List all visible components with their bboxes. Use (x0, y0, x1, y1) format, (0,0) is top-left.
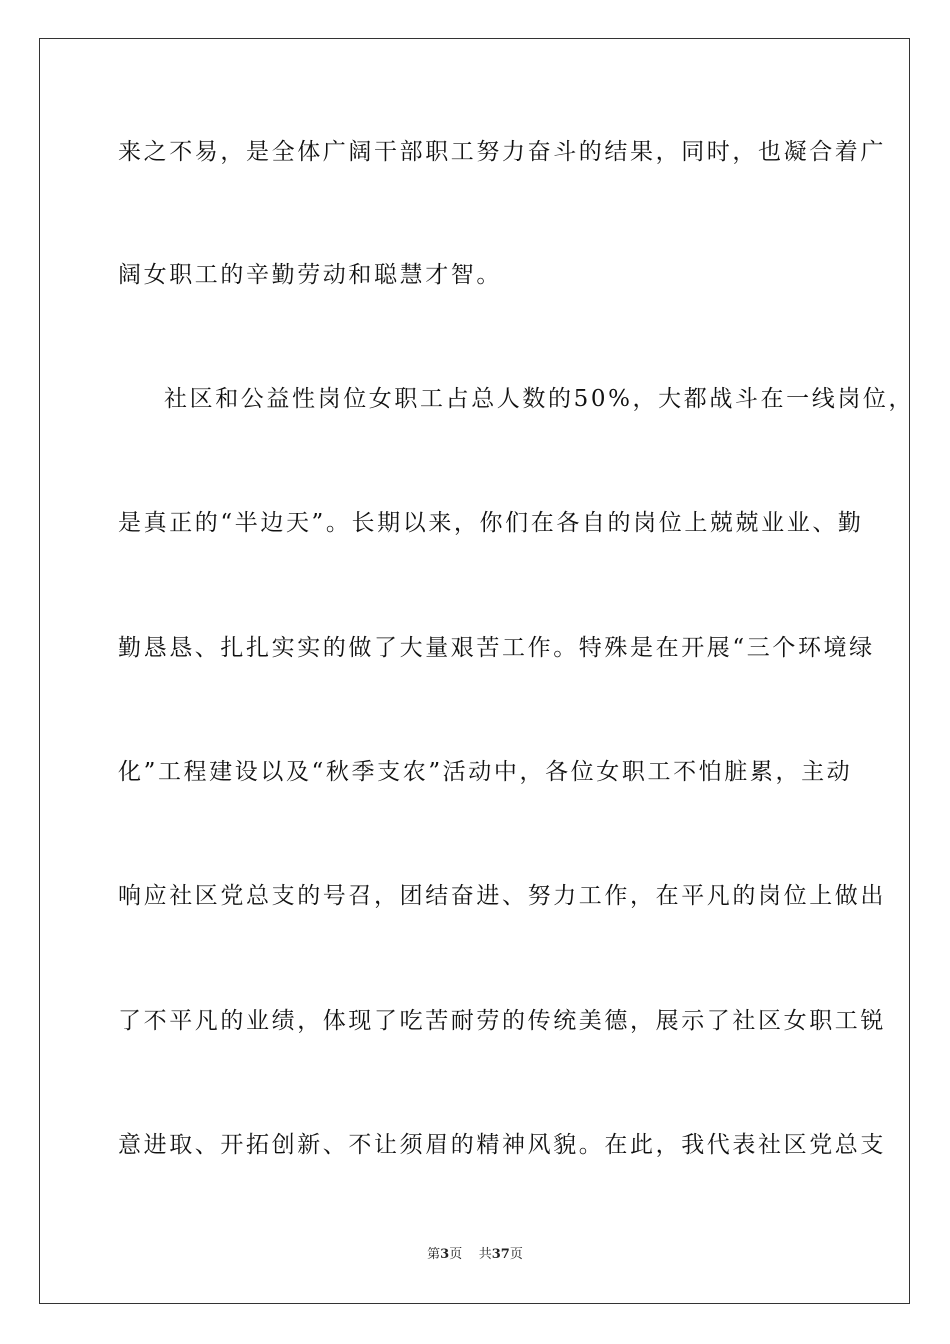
text-line-3: 社区和公益性岗位女职工占总人数的50%，大都战斗在一线岗位， (164, 386, 915, 412)
page-prefix: 第 (427, 1247, 441, 1262)
page-frame (39, 38, 915, 1304)
page-number: 3 (440, 1247, 450, 1262)
text-line-8: 了不平凡的业绩，体现了吃苦耐劳的传统美德，展示了社区女职工锐 (118, 1008, 886, 1034)
text-line-4: 是真正的“半边天”。长期以来，你们在各自的岗位上兢兢业业、勤 (118, 510, 864, 536)
text-line-6: 化”工程建设以及“秋季支农”活动中，各位女职工不怕脏累，主动 (118, 759, 853, 785)
total-pages: 37 (491, 1247, 510, 1262)
page-suffix: 页 (449, 1247, 463, 1262)
text-line-9: 意进取、开拓创新、不让须眉的精神风貌。在此，我代表社区党总支 (118, 1132, 886, 1158)
page-footer (0, 1246, 950, 1264)
text-line-7: 响应社区党总支的号召，团结奋进、努力工作，在平凡的岗位上做出 (118, 883, 886, 909)
text-line-2: 阔女职工的辛勤劳动和聪慧才智。 (118, 262, 502, 288)
text-line-1: 来之不易，是全体广阔干部职工努力奋斗的结果，同时，也凝合着广 (118, 139, 886, 165)
total-prefix: 共 (478, 1247, 492, 1262)
text-line-5: 勤恳恳、扎扎实实的做了大量艰苦工作。特殊是在开展“三个环境绿 (118, 635, 875, 661)
total-suffix: 页 (509, 1247, 523, 1262)
